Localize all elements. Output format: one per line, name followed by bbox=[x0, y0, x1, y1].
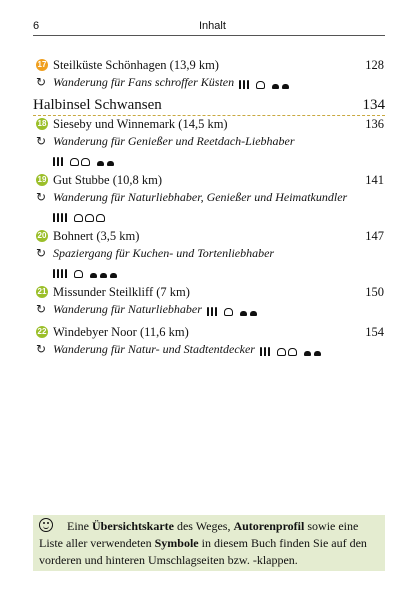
person-icon bbox=[239, 80, 241, 89]
stroller-icon bbox=[74, 270, 83, 278]
entry-number-badge: 20 bbox=[37, 231, 47, 240]
section-page: 134 bbox=[362, 97, 385, 113]
entry-description: Spaziergang für Kuchen- und Tortenliebhaber bbox=[53, 246, 275, 260]
entry-page: 141 bbox=[365, 173, 384, 187]
loop-icon: ↻ bbox=[36, 190, 47, 204]
symbol-list bbox=[53, 154, 116, 166]
person-icon bbox=[57, 213, 59, 222]
stroller-icon bbox=[81, 158, 90, 166]
person-icon bbox=[61, 213, 63, 222]
dog-icon bbox=[272, 84, 279, 89]
symbol-list bbox=[207, 304, 259, 316]
page-header bbox=[0, 0, 418, 33]
person-icon bbox=[211, 307, 213, 316]
toc-entry-17[interactable] bbox=[36, 57, 384, 91]
stroller-icon bbox=[288, 348, 297, 356]
entry-page: 150 bbox=[365, 285, 384, 299]
person-icon bbox=[243, 80, 245, 89]
toc-entry-19[interactable] bbox=[36, 172, 384, 221]
person-icon bbox=[61, 269, 63, 278]
toc-entry-20[interactable] bbox=[36, 228, 384, 277]
person-icon bbox=[57, 157, 59, 166]
entry-number-badge: 21 bbox=[37, 287, 47, 296]
dog-icon bbox=[304, 351, 311, 356]
stroller-icon bbox=[74, 214, 83, 222]
dog-icon bbox=[314, 351, 321, 356]
person-icon bbox=[57, 269, 59, 278]
dog-icon bbox=[250, 311, 257, 316]
stroller-icon bbox=[70, 158, 79, 166]
entry-description: Wanderung für Fans schroffer Küsten bbox=[53, 74, 291, 91]
entry-number-badge: 22 bbox=[37, 327, 47, 336]
page-number: 6 bbox=[33, 20, 40, 32]
stroller-icon bbox=[85, 214, 94, 222]
dog-icon bbox=[110, 273, 117, 278]
person-icon bbox=[53, 157, 55, 166]
entry-number-badge: 17 bbox=[37, 60, 47, 69]
symbol-list bbox=[239, 77, 291, 89]
dog-icon bbox=[100, 273, 107, 278]
person-icon bbox=[260, 347, 262, 356]
person-icon bbox=[247, 80, 249, 89]
person-icon bbox=[215, 307, 217, 316]
entry-page: 136 bbox=[365, 117, 384, 131]
entry-title: Bohnert (3,5 km) bbox=[53, 229, 140, 243]
person-icon bbox=[53, 213, 55, 222]
entry-description: Wanderung für Natur- und Stadtentdecker bbox=[53, 341, 323, 358]
entry-title: Gut Stubbe (10,8 km) bbox=[53, 173, 163, 187]
symbol-list bbox=[53, 210, 106, 222]
toc-entry-21[interactable] bbox=[36, 284, 384, 318]
entry-title: Steilküste Schönhagen (13,9 km) bbox=[53, 58, 219, 72]
smiley-icon bbox=[39, 518, 53, 532]
toc-entry-18[interactable] bbox=[36, 116, 384, 165]
entry-title: Sieseby und Winnemark (14,5 km) bbox=[53, 117, 228, 131]
section-title: Halbinsel Schwansen bbox=[33, 97, 162, 113]
entry-number-badge: 19 bbox=[37, 175, 47, 184]
stroller-icon bbox=[277, 348, 286, 356]
section-header[interactable] bbox=[33, 95, 385, 116]
entry-description: Wanderung für Naturliebhaber bbox=[53, 301, 259, 318]
person-icon bbox=[65, 213, 67, 222]
loop-icon: ↻ bbox=[36, 302, 47, 316]
loop-icon: ↻ bbox=[36, 342, 47, 356]
entry-number-badge: 18 bbox=[37, 119, 47, 128]
stroller-icon bbox=[256, 81, 265, 89]
header-rule bbox=[33, 35, 385, 36]
dog-icon bbox=[282, 84, 289, 89]
toc-entry-22[interactable] bbox=[36, 324, 384, 358]
info-text: Eine Übersichtskarte des Weges, Autorenprofil sowie eine Liste aller verwendeten Symbole in diesem Buch finden Sie auf den vorderen und hinteren Umschlagseiten bzw. -klappen. bbox=[39, 519, 367, 567]
person-icon bbox=[268, 347, 270, 356]
stroller-icon bbox=[224, 308, 233, 316]
symbol-list bbox=[53, 266, 119, 278]
person-icon bbox=[61, 157, 63, 166]
entry-page: 154 bbox=[365, 325, 384, 339]
loop-icon: ↻ bbox=[36, 134, 47, 148]
person-icon bbox=[65, 269, 67, 278]
symbol-list bbox=[260, 344, 323, 356]
entry-title: Missunder Steilkliff (7 km) bbox=[53, 285, 190, 299]
person-icon bbox=[264, 347, 266, 356]
entry-description: Wanderung für Genießer und Reetdach-Liebhaber bbox=[53, 134, 295, 148]
person-icon bbox=[53, 269, 55, 278]
dog-icon bbox=[90, 273, 97, 278]
info-box bbox=[33, 515, 385, 571]
dog-icon bbox=[240, 311, 247, 316]
stroller-icon bbox=[96, 214, 105, 222]
loop-icon: ↻ bbox=[36, 75, 47, 89]
entry-page: 147 bbox=[365, 229, 384, 243]
page-title: Inhalt bbox=[199, 20, 226, 32]
loop-icon: ↻ bbox=[36, 246, 47, 260]
dog-icon bbox=[97, 161, 104, 166]
person-icon bbox=[207, 307, 209, 316]
entry-title: Windebyer Noor (11,6 km) bbox=[53, 325, 189, 339]
dog-icon bbox=[107, 161, 114, 166]
entry-description: Wanderung für Naturliebhaber, Genießer und Heimatkundler bbox=[53, 190, 348, 204]
entry-page: 128 bbox=[365, 58, 384, 72]
